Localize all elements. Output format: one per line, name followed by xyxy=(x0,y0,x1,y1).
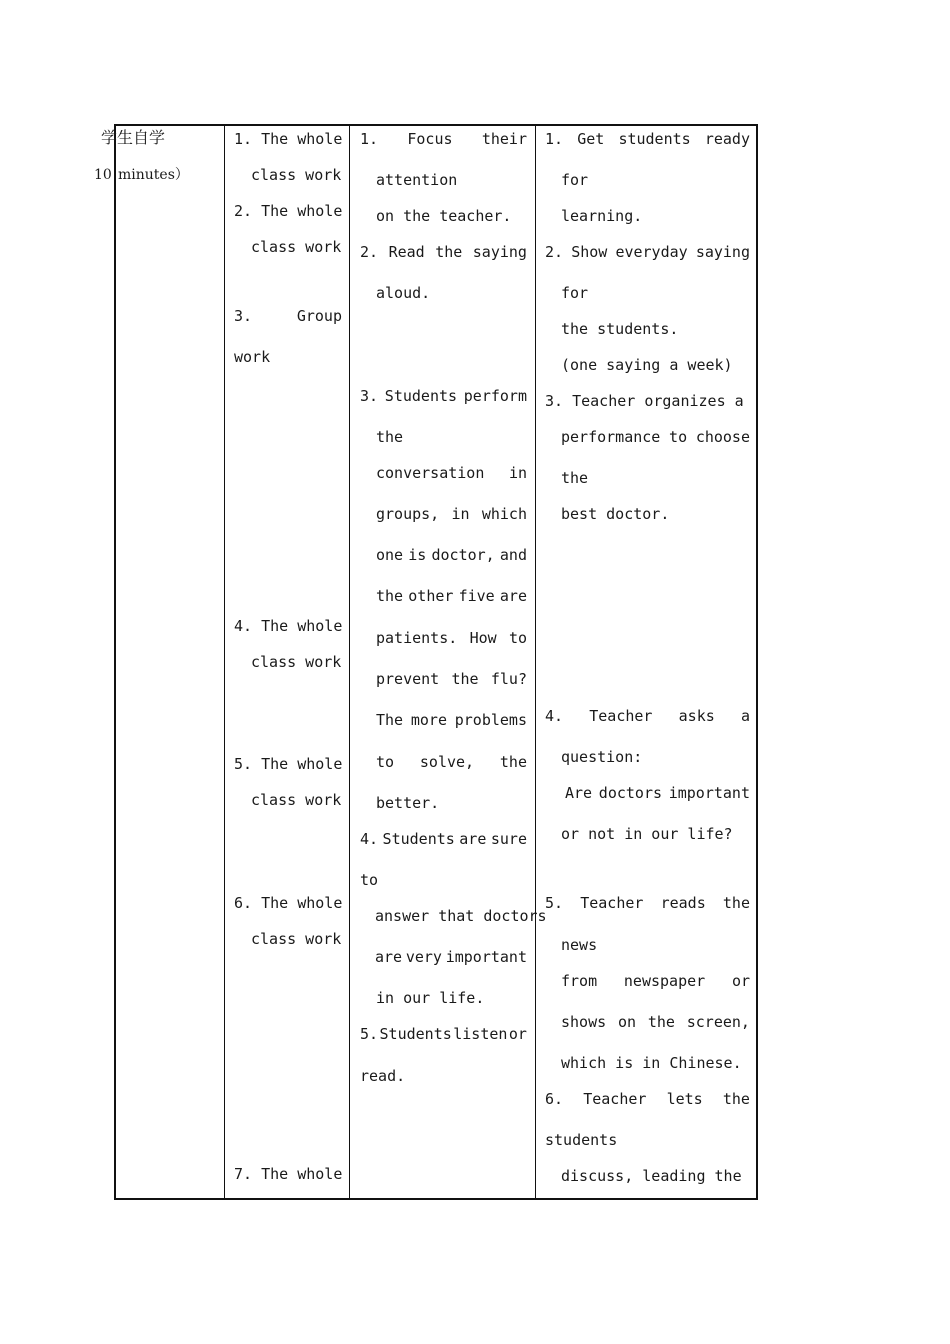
student-activity-line: to solve, the xyxy=(376,753,527,771)
student-activity-line: the other five are xyxy=(376,587,527,605)
teacher-activity-line: shows on the screen, xyxy=(561,1013,750,1031)
student-activity-line: read. xyxy=(360,1067,406,1085)
column-divider xyxy=(224,124,225,1200)
mode-2-line-2: class work xyxy=(251,238,342,256)
teacher-activity-line: 3. Teacher organizes a xyxy=(545,392,744,410)
teacher-activity-line: (one saying a week) xyxy=(561,356,733,374)
student-activity-line: conversation in xyxy=(376,464,527,482)
student-activity-line: 3. Students perform xyxy=(360,387,527,405)
stage-duration: minutes） xyxy=(118,167,189,183)
student-activity-line: The more problems xyxy=(376,711,527,729)
teacher-activity-line: learning. xyxy=(561,207,643,225)
mode-4-line-2: class work xyxy=(251,653,342,671)
teacher-activity-line: 2. Show everyday saying xyxy=(545,243,750,261)
student-activity-line: 4. Students are sure xyxy=(360,830,527,848)
student-activity-line: in our life. xyxy=(376,989,485,1007)
teacher-activity-line: for xyxy=(561,171,589,189)
student-activity-line: groups, in which xyxy=(376,505,527,523)
teacher-activity-line: 4. Teacher asks a xyxy=(545,707,750,725)
student-activity-line: aloud. xyxy=(376,284,431,302)
student-activity-line: prevent the flu? xyxy=(376,670,527,688)
student-activity-line: 2. Read the saying xyxy=(360,243,527,261)
student-activity-line: on the teacher. xyxy=(376,207,512,225)
student-activity-line: 5. Students listen or xyxy=(360,1025,527,1043)
teacher-activity-line: discuss, leading the xyxy=(561,1167,742,1185)
column-divider xyxy=(535,124,536,1200)
student-activity-line: 1. Focus their xyxy=(360,130,527,148)
teacher-activity-line: performance to choose xyxy=(561,428,750,446)
student-activity-line: answer that doctors xyxy=(375,907,547,925)
student-activity-line: to xyxy=(360,871,379,889)
student-activity-line: the xyxy=(376,428,404,446)
mode-5-line-2: class work xyxy=(251,791,342,809)
teacher-activity-line: Are doctors important xyxy=(565,784,750,802)
teacher-activity-line: which is in Chinese. xyxy=(561,1054,742,1072)
teacher-activity-line: the students. xyxy=(561,320,679,338)
teacher-activity-line: or not in our life? xyxy=(561,825,733,843)
column-divider xyxy=(349,124,350,1200)
teacher-activity-line: 6. Teacher lets the xyxy=(545,1090,750,1108)
mode-1-line-1: 1. The whole xyxy=(234,130,343,148)
mode-3-line-1: 3. Group xyxy=(234,307,342,325)
mode-7-line-1: 7. The whole xyxy=(234,1165,343,1183)
teacher-activity-line: 1. Get students ready xyxy=(545,130,750,148)
teacher-activity-line: news xyxy=(561,936,598,954)
teacher-activity-line: for xyxy=(561,284,589,302)
student-activity-line: one is doctor, and xyxy=(376,546,527,564)
mode-3-line-2: work xyxy=(234,348,271,366)
teacher-activity-line: from newspaper or xyxy=(561,972,750,990)
student-activity-line: patients. How to xyxy=(376,629,527,647)
teacher-activity-line: the xyxy=(561,469,589,487)
teacher-activity-line: students xyxy=(545,1131,618,1149)
teacher-activity-line: best doctor. xyxy=(561,505,670,523)
teacher-activity-line: question: xyxy=(561,748,643,766)
mode-1-line-2: class work xyxy=(251,166,342,184)
teacher-activity-line: 5. Teacher reads the xyxy=(545,894,750,912)
mode-2-line-1: 2. The whole xyxy=(234,202,343,220)
student-activity-line: attention xyxy=(376,171,458,189)
mode-6-line-1: 6. The whole xyxy=(234,894,343,912)
student-activity-line: better. xyxy=(376,794,440,812)
student-activity-line: are very important xyxy=(375,948,527,966)
stage-title: 学生自学 xyxy=(101,128,166,147)
stage-duration-number: 10 xyxy=(94,167,112,183)
mode-4-line-1: 4. The whole xyxy=(234,617,343,635)
mode-6-line-2: class work xyxy=(251,930,342,948)
mode-5-line-1: 5. The whole xyxy=(234,755,343,773)
